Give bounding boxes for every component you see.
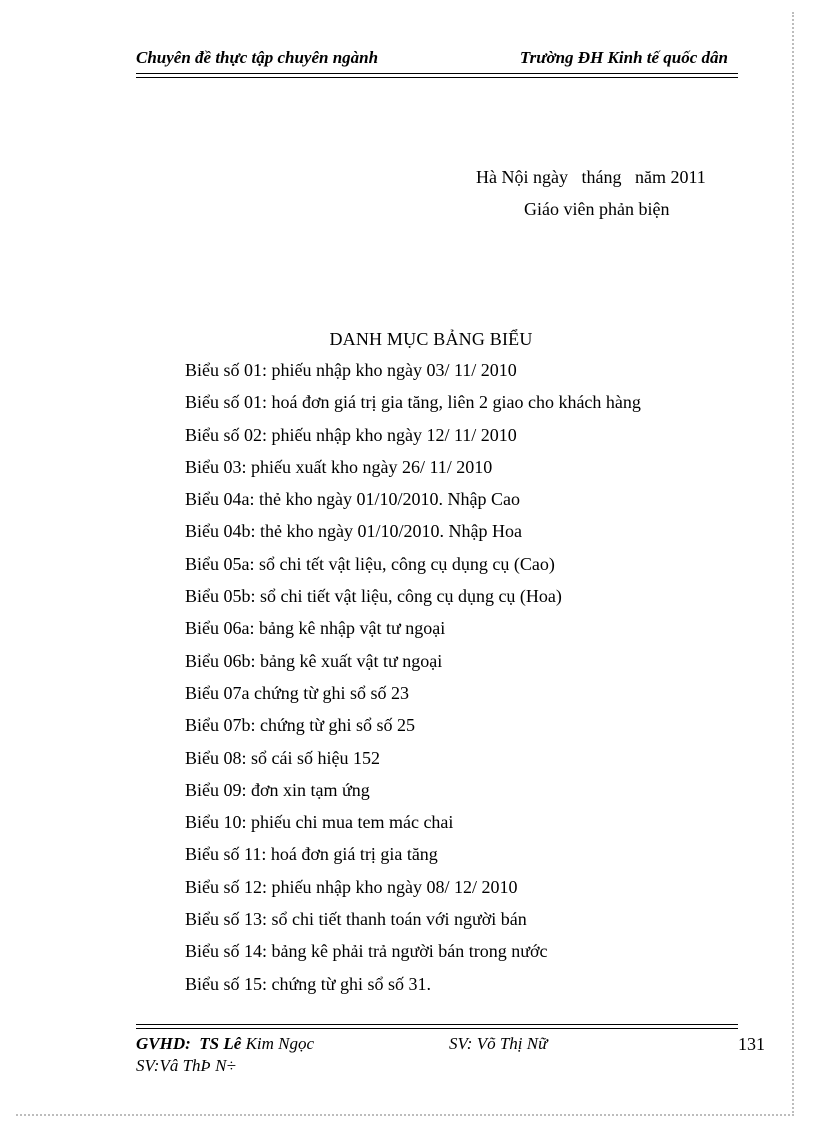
list-item: Biểu 08: sổ cái số hiệu 152 <box>185 747 380 768</box>
supervisor-label: GVHD: <box>136 1034 191 1053</box>
list-item: Biểu số 11: hoá đơn giá trị gia tăng <box>185 844 438 865</box>
list-item: Biểu 09: đơn xin tạm ứng <box>185 779 370 800</box>
list-item: Biểu số 01: hoá đơn giá trị gia tăng, liên 2 giao cho khách hàng <box>185 392 641 413</box>
list-title-text: DANH MỤC BẢNG BIỂU <box>329 329 533 349</box>
table-list <box>185 359 641 1005</box>
list-item: Biểu số 14: bảng kê phải trả người bán trong nước <box>185 941 548 962</box>
supervisor <box>136 1034 314 1054</box>
list-item: Biểu 05a: sổ chi tết vật liệu, công cụ dụng cụ (Cao) <box>185 553 555 574</box>
student-name: SV: Võ Thị Nữ <box>449 1034 548 1053</box>
list-item: Biểu 04a: thẻ kho ngày 01/10/2010. Nhập Cao <box>185 489 520 510</box>
header-left-text: Chuyên đề thực tập chuyên ngành <box>136 48 379 67</box>
reviewer-title: Giáo viên phản biện <box>524 199 670 219</box>
list-item: Biểu 07a chứng từ ghi sổ số 23 <box>185 682 409 703</box>
list-item: Biểu 06a: bảng kê nhập vật tư ngoại <box>185 618 446 639</box>
list-item: Biểu 06b: bảng kê xuất vật tư ngoại <box>185 650 443 671</box>
page-number: 131 <box>738 1034 765 1054</box>
supervisor-name: Kim Ngọc <box>245 1034 315 1053</box>
list-item: Biểu 04b: thẻ kho ngày 01/10/2010. Nhập Hoa <box>185 521 522 542</box>
footer-rule <box>136 1024 738 1029</box>
header-rule <box>136 73 738 78</box>
list-item: Biểu 03: phiếu xuất kho ngày 26/ 11/ 2010 <box>185 456 493 477</box>
student-name-garbled: SV:Vâ ThÞ N÷ <box>136 1056 236 1075</box>
date-line: Hà Nội ngày tháng năm 2011 <box>476 167 706 187</box>
list-item: Biểu số 01: phiếu nhập kho ngày 03/ 11/ 2010 <box>185 360 517 380</box>
list-item: Biểu số 02: phiếu nhập kho ngày 12/ 11/ 2010 <box>185 424 517 445</box>
list-item: Biểu số 15: chứng từ ghi sổ số 31. <box>185 973 432 994</box>
list-item: Biểu số 12: phiếu nhập kho ngày 08/ 12/ 2010 <box>185 876 518 897</box>
list-item: Biểu số 13: sổ chi tiết thanh toán với người bán <box>185 909 527 930</box>
header-right-text: Trường ĐH Kinh tế quốc dân <box>519 48 728 67</box>
list-title <box>0 329 816 350</box>
list-item: Biểu 07b: chứng từ ghi sổ số 25 <box>185 715 416 736</box>
page-footer <box>136 1034 766 1082</box>
list-item: Biểu 10: phiếu chi mua tem mác chai <box>185 812 454 833</box>
list-item: Biểu 05b: sổ chi tiết vật liệu, công cụ dụng cụ (Hoa) <box>185 586 562 607</box>
page-header <box>136 46 738 72</box>
supervisor-title: TS Lê <box>199 1034 242 1053</box>
